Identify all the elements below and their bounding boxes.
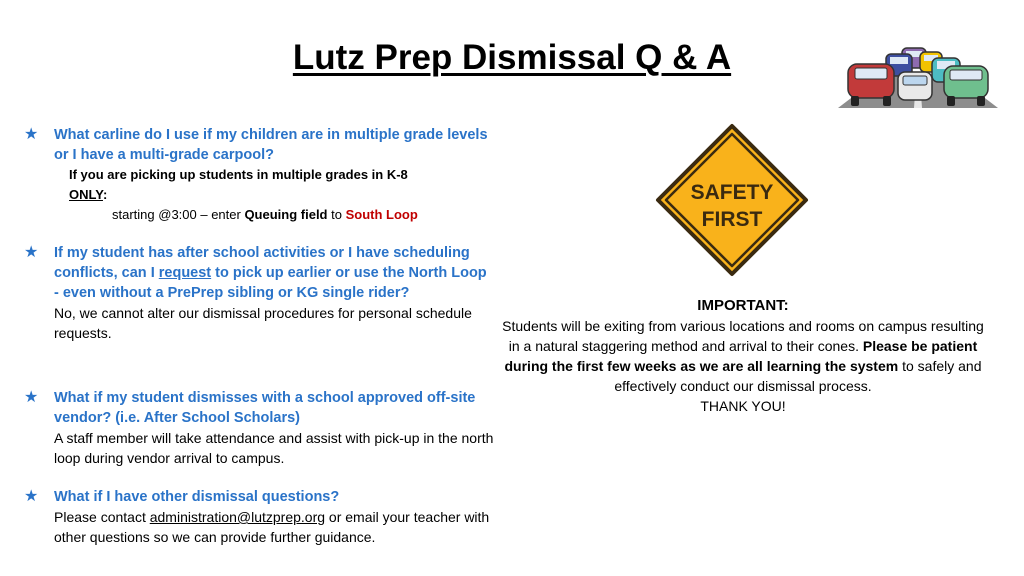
page-title: Lutz Prep Dismissal Q & A — [292, 38, 732, 77]
important-body: Students will be exiting from various locations and rooms on campus resulting in a natural staggering method and arrival to their cones. Please be patient during the first few weeks as we are all learning the system to safely and effectively conduct our dismissal process. — [502, 318, 984, 394]
answer-text: No, we cannot alter our dismissal procedures for personal schedule requests. — [54, 305, 472, 341]
star-bullet-icon: ★ — [24, 389, 39, 406]
answer-detail: starting @3:00 – enter Queuing field to South Loop — [112, 207, 418, 222]
safety-first-sign — [655, 123, 809, 277]
sign-line2: FIRST — [701, 208, 763, 231]
answer-text: A staff member will take attendance and assist with pick-up in the north loop during vendor arrival to campus. — [54, 430, 494, 466]
star-bullet-icon: ★ — [24, 244, 39, 261]
answer-text: If you are picking up students in multiple grades in K-8 ONLY: — [69, 167, 408, 202]
question-text: What if I have other dismissal questions? — [54, 489, 340, 505]
car-front-white — [898, 72, 932, 100]
question-text: If my student has after school activities or I have scheduling conflicts, can I request to pick up earlier or use the North Loop - even without a PrePrep sibling or KG single rider? — [54, 245, 487, 301]
question-text: What carline do I use if my children are in multiple grade levels or I have a multi-grade carpool? — [54, 127, 488, 163]
star-bullet-icon: ★ — [24, 488, 39, 505]
traffic-cars-image — [838, 42, 998, 108]
important-notice — [496, 296, 990, 416]
star-bullet-icon: ★ — [24, 126, 39, 143]
qa-item-vendor — [24, 388, 494, 468]
email-link[interactable]: administration@lutzprep.org — [149, 509, 326, 525]
question-text: What if my student dismisses with a school approved off-site vendor? (i.e. After School Scholars) — [54, 390, 476, 426]
qa-item-carline — [24, 125, 494, 225]
important-heading: IMPORTANT: — [697, 297, 789, 314]
qa-item-other-questions — [24, 487, 494, 547]
qa-item-early-pickup — [24, 243, 494, 343]
thank-you-text: THANK YOU! — [700, 398, 786, 414]
answer-text: Please contact administration@lutzprep.org or email your teacher with other questions so we can provide further guidance. — [54, 509, 490, 545]
sign-line1: SAFETY — [690, 181, 774, 204]
